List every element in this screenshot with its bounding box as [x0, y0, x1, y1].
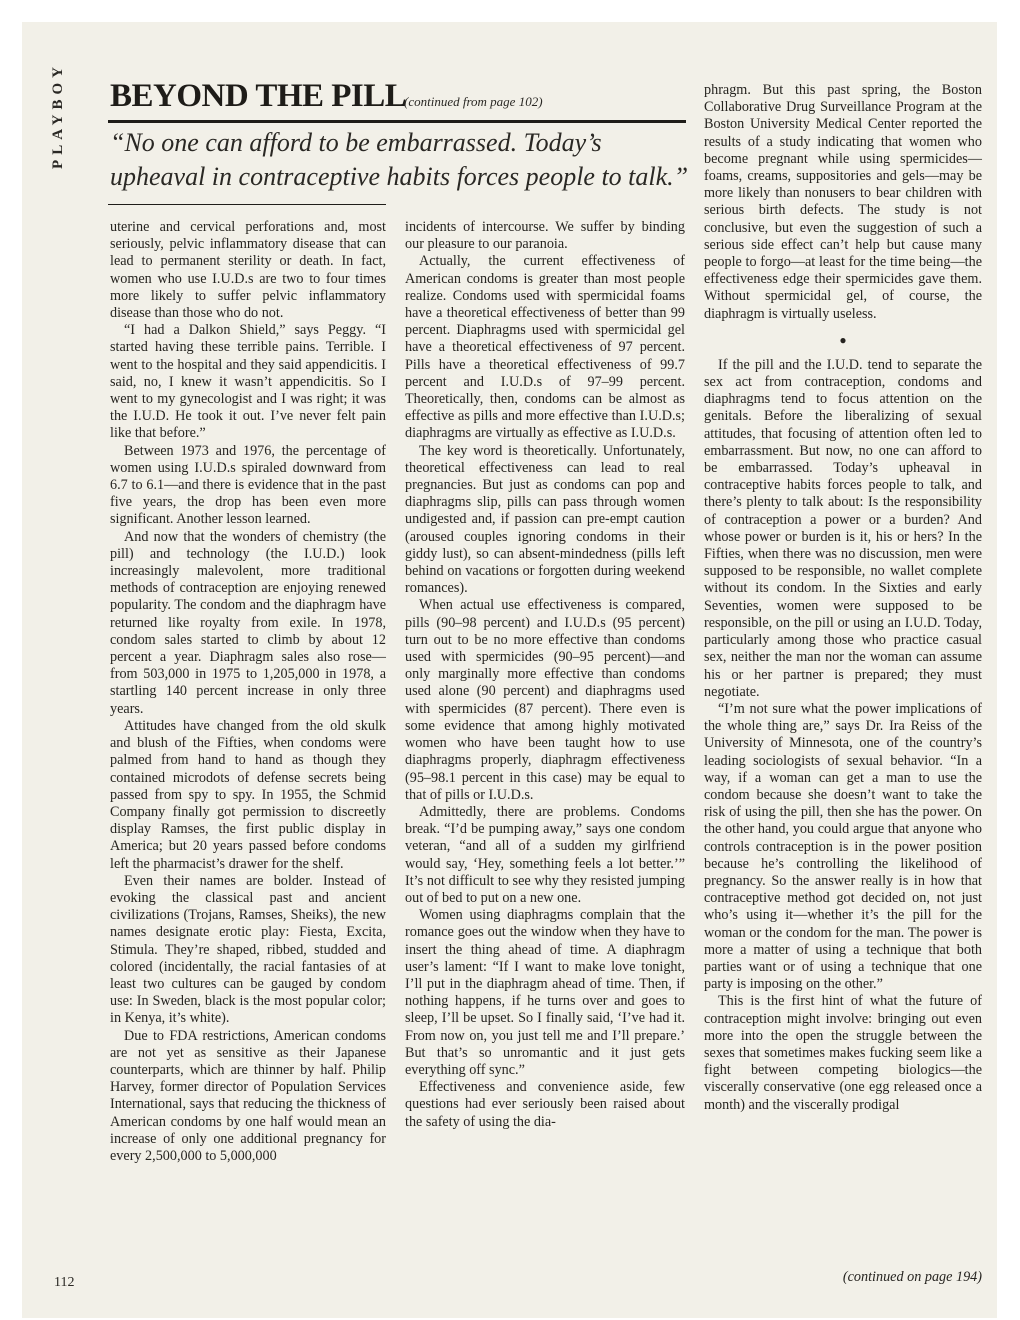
magazine-masthead: PLAYBOY [50, 62, 66, 169]
paragraph: When actual use effectiveness is compared, pills (90–98 percent) and I.U.D.s (95 percent) turn out to be no more effective than condoms used with spermicides (90–95 percent)—and only marginally more effective than condoms used alone (90 percent) and diaphragms used with spermicides (87 percent). There even is some evidence that among highly motivated women who have been taught how to use diaphragms properly, diaphragm effectiveness (95–98.1 percent in this case) may be equal to that of pills or I.U.D.s. [405, 597, 685, 803]
magazine-page [22, 22, 997, 1318]
column-3 [704, 82, 982, 1114]
column-1 [110, 219, 386, 1165]
paragraph: Due to FDA restrictions, American condoms are not yet as sensitive as their Japanese counterparts, which are thinner by half. Philip Harvey, former director of Population Services International, says that reducing the thickness of American condoms by one half would mean an increase of only one additional pregnancy for every 2,500,000 to 5,000,000 [110, 1027, 386, 1164]
paragraph: Women using diaphragms complain that the romance goes out the window when they have to insert the thing ahead of time. A diaphragm user’s lament: “If I want to make love tonight, I’ll put in the diaphragm ahead of time. Then, if nothing happens, if he turns over and goes to sleep, I’ll be upset. So I finally said, ‘I’ve had it. From now on, you just tell me and I’ll prepare.’ But that’s so unromantic and it just gets everything off sync.” [405, 907, 685, 1078]
paragraph: Actually, the current effectiveness of American condoms is greater than most people realize. Condoms used with spermicidal foams have a theoretical effectiveness of better than 99 percent. Diaphragms used with spermicidal gel have a theoretical effectiveness of 97 percent. Pills have a theoretical effectiveness of 99.7 percent and I.U.D.s of 97–99 percent. Theoretically, then, condoms can be almost as effective as pills and more effective than I.U.D.s; diaphragms are virtually as effective as I.U.D.s. [405, 253, 685, 442]
section-break-bullet: ● [839, 332, 847, 347]
continued-on-note: (continued on page 194) [842, 1269, 982, 1285]
pull-quote: “No one can afford to be embarrassed. Today’s upheaval in contraceptive habits forces people to talk.” [110, 128, 689, 191]
paragraph: If the pill and the I.U.D. tend to separate the sex act from contraception, condoms and diaphragms tend to focus attention on the genitals. Before the liberalizing of sexual attitudes, that focusing of attention often led to embarrassment. But now, no one can afford to be embarrassed. Today’s upheaval in contraceptive habits forces people to talk, and there’s plenty to talk about: Is the responsibility of contraception a power or a burden? And whose power or burden is it, his or hers? In the Fifties, when there was no discussion, men were supposed to be responsible, no wallet complete without its condom. In the Sixties and early Seventies, women were supposed to be responsible, on the pill or using an I.U.D. Today, particularly among those who practice casual sex, neither the man nor the woman can assume his or her partner is prepared; they must negotiate. [704, 356, 982, 700]
page-number: 112 [54, 1275, 75, 1290]
pull-quote-rule [108, 204, 386, 205]
paragraph: This is the first hint of what the future of contraception might involve: bringing out even more into the open the struggle between the sexes that sometimes makes fucking seem like a fight between competing biologics—the viscerally conservative (one egg released once a month) and the viscerally prodigal [704, 993, 982, 1113]
column-2 [405, 219, 685, 1131]
paragraph: Even their names are bolder. Instead of evoking the classical past and ancient civilizations (Trojans, Ramses, Sheiks), the new names designate erotic play: Fiesta, Excita, Stimula. They’re shaped, ribbed, studded and colored (incidentally, the racial fantasies of at least two cultures can be gauged by condom use: In Sweden, black is the most popular color; in Kenya, it’s white). [110, 872, 386, 1027]
paragraph: uterine and cervical perforations and, most seriously, pelvic inflammatory disease that can lead to permanent sterility or death. In fact, women who use I.U.D.s are two to four times more likely to suffer pelvic inflammatory disease than those who do not. [110, 219, 386, 322]
paragraph: Between 1973 and 1976, the percentage of women using I.U.D.s spiraled downward from 6.7 to 6.1—and there is evidence that in the past five years, the drop has been even more significant. Another lesson learned. [110, 442, 386, 528]
paragraph: “I had a Dalkon Shield,” says Peggy. “I started having these terrible pains. Terrible. I went to the hospital and they said appendicitis. I said, no, I knew it wasn’t appendicitis. So I went to my gynecologist and I was right; it was the I.U.D. He took it out. I’ve never felt pain like that before.” [110, 322, 386, 442]
article-headline: BEYOND THE PILL [110, 78, 407, 114]
paragraph: Effectiveness and convenience aside, few questions had ever seriously been raised about the safety of using the dia- [405, 1079, 685, 1130]
paragraph: incidents of intercourse. We suffer by binding our pleasure to our paranoia. [405, 219, 685, 253]
paragraph: The key word is theoretically. Unfortunately, theoretical effectiveness can lead to real pregnancies. But just as condoms can pop and diaphragms slip, pills can pass through women undigested and, if passion can pre-empt caution (aroused couples ignoring condoms in their giddy lust), so can absent-mindedness (pills left behind on vacations or forgotten during weekend romances). [405, 442, 685, 597]
continued-from-note: (continued from page 102) [404, 94, 543, 109]
paragraph: Attitudes have changed from the old skulk and blush of the Fifties, when condoms were palmed from hand to hand as though they contained microdots of defense secrets being passed from spy to spy. In 1955, the Schmid Company finally got permission to discreetly display Ramses, the first public display in America; but 20 years passed before condoms left the pharmacist’s drawer for the shelf. [110, 717, 386, 872]
paragraph: “I’m not sure what the power implications of the whole thing are,” says Dr. Ira Reiss of the University of Minnesota, one of the country’s leading sociologists of sexual behavior. “In a way, if a woman can get a man to use the condom because she doesn’t want to take the risk of using the pill, then she has the power. On the other hand, you could argue that anyone who controls contraception is in the power position because he’s controlling the likelihood of pregnancy. So the answer really is in how that contraceptive method got decided on, not just who’s using it—whether it’s the pill for the woman or the condom for the man. The power is more a matter of using a technique that both parties want or of using a technique that one party is imposing on the other.” [704, 700, 982, 993]
headline-rule [108, 120, 686, 123]
paragraph: phragm. But this past spring, the Boston Collaborative Drug Surveillance Program at the Boston University Medical Center reported the results of a study indicating that women who become pregnant while using spermicides—foams, creams, suppositories and gels—may be more likely than nonusers to bear children with serious birth defects. The study is not conclusive, but even the suggestion of such a serious side effect can’t help but cause many people to forgo—at least for the time being—the effectiveness edge their spermicides gave them. Without spermicidal gel, of course, the diaphragm is virtually useless. [704, 82, 982, 322]
paragraph: And now that the wonders of chemistry (the pill) and technology (the I.U.D.) look increasingly malevolent, more traditional methods of contraception are enjoying renewed popularity. The condom and the diaphragm have returned like royalty from exile. In 1978, condom sales started to climb by about 12 percent a year. Diaphragm sales also rose—from 503,000 in 1975 to 1,205,000 in 1978, a startling 140 percent increase in only three years. [110, 528, 386, 717]
paragraph: Admittedly, there are problems. Condoms break. “I’d be pumping away,” says one condom veteran, “and all of a sudden my girlfriend would say, ‘Hey, something feels a lot better.’” It’s not difficult to see why they resisted jumping out of bed to put on a new one. [405, 803, 685, 906]
